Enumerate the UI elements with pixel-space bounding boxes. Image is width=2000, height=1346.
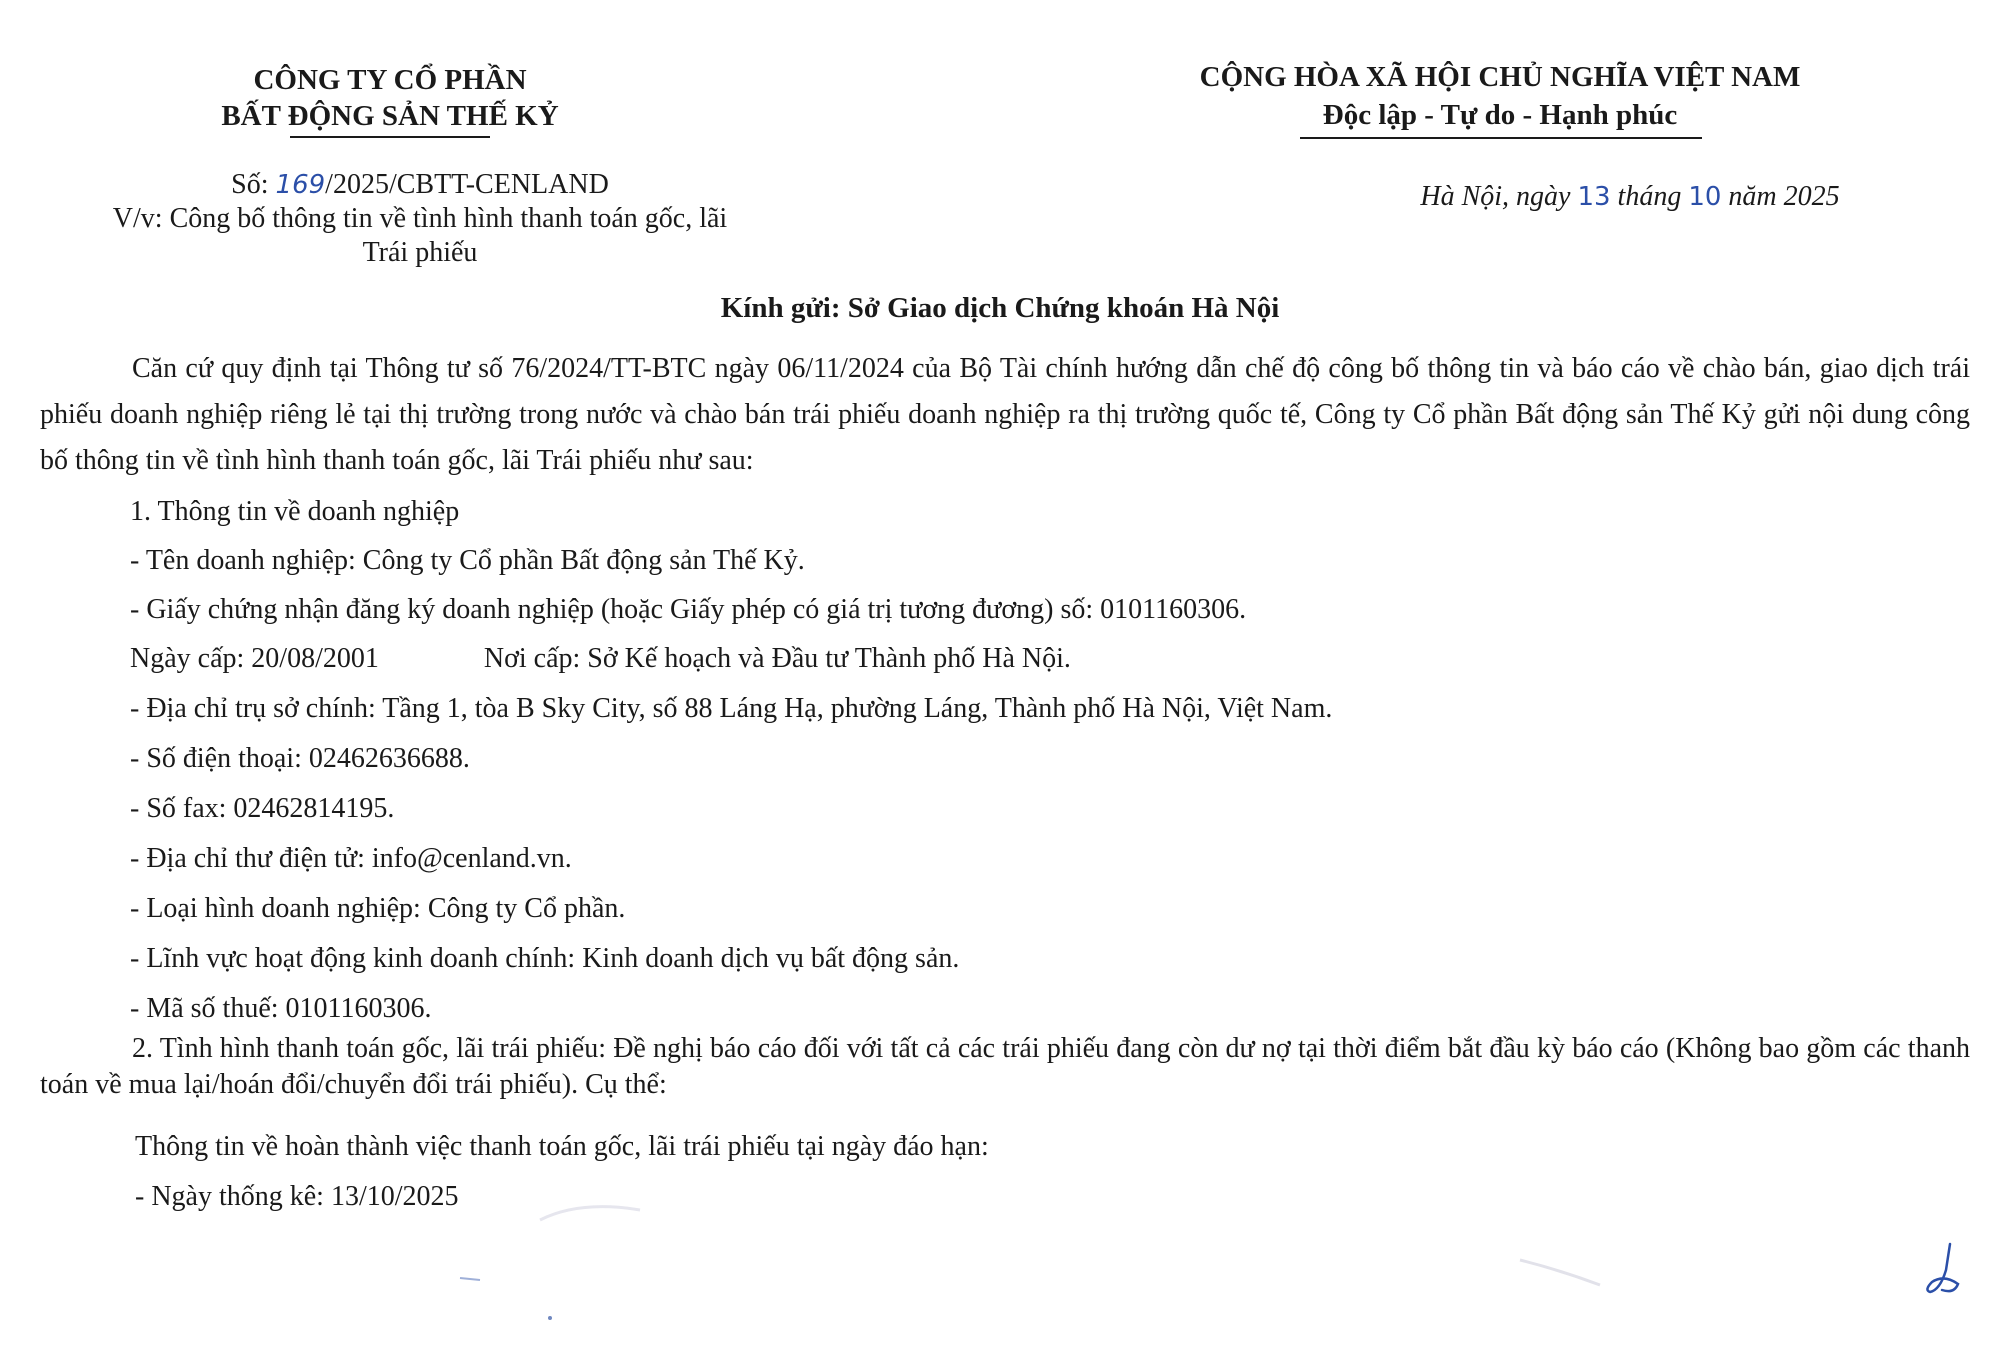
subject-line2: Trái phiếu	[362, 237, 478, 268]
business-certificate-field: - Giấy chứng nhận đăng ký doanh nghiệp (hoặc Giấy phép có giá trị tương đương) số: 0101160306.	[130, 594, 1247, 625]
national-header	[1130, 58, 1870, 134]
national-motto: Độc lập - Tự do - Hạnh phúc	[1322, 99, 1678, 131]
initials-mark-icon	[1920, 1240, 1970, 1300]
tax-code-field: - Mã số thuế: 0101160306.	[130, 993, 432, 1024]
document-number-prefix: Số:	[231, 169, 276, 200]
company-type-field: - Loại hình doanh nghiệp: Công ty Cổ phần.	[130, 893, 626, 924]
subject-line1: V/v: Công bố thông tin về tình hình thanh toán gốc, lãi	[112, 203, 728, 234]
recipient-line: Kính gửi: Sở Giao dịch Chứng khoán Hà Nội	[720, 292, 1280, 324]
issue-info-row	[130, 636, 1970, 682]
completion-info-line: Thông tin về hoàn thành việc thanh toán gốc, lãi trái phiếu tại ngày đáo hạn:	[135, 1131, 989, 1162]
date-year-label: năm 2025	[1721, 181, 1840, 212]
country-name: CỘNG HÒA XÃ HỘI CHỦ NGHĨA VIỆT NAM	[1199, 61, 1801, 93]
handwritten-document-number: 169	[275, 170, 326, 200]
section1-heading: 1. Thông tin về doanh nghiệp	[130, 496, 460, 527]
document-date	[1320, 180, 1940, 214]
email-field: - Địa chỉ thư điện tử: info@cenland.vn.	[130, 843, 572, 874]
issue-place-field: Nơi cấp: Sở Kế hoạch và Đầu tư Thành phố Hà Nội.	[483, 643, 1071, 674]
phone-field: - Số điện thoại: 02462636688.	[130, 743, 470, 774]
date-month-label: tháng	[1610, 181, 1689, 212]
statistic-date-line: - Ngày thống kê: 13/10/2025	[135, 1181, 459, 1212]
faint-stamp-trace	[420, 1200, 1720, 1346]
company-name-field: - Tên doanh nghiệp: Công ty Cổ phần Bất động sản Thế Kỷ.	[130, 545, 805, 576]
business-field-field: - Lĩnh vực hoạt động kinh doanh chính: Kinh doanh dịch vụ bất động sản.	[130, 943, 960, 974]
address-field: - Địa chỉ trụ sở chính: Tầng 1, tòa B Sky City, số 88 Láng Hạ, phường Láng, Thành phố Hà Nội, Việt Nam.	[130, 693, 1333, 724]
document-number-block	[60, 168, 780, 270]
company-underline	[290, 136, 490, 138]
company-name-line1: CÔNG TY CỔ PHẦN	[253, 64, 527, 96]
issue-date-field: Ngày cấp: 20/08/2001	[130, 643, 379, 674]
document-number-suffix: /2025/CBTT-CENLAND	[325, 169, 609, 200]
document-number	[60, 168, 780, 202]
fax-field: - Số fax: 02462814195.	[130, 793, 395, 824]
date-place-prefix: Hà Nội, ngày	[1420, 181, 1578, 212]
handwritten-month: 10	[1688, 182, 1722, 212]
intro-paragraph: Căn cứ quy định tại Thông tư số 76/2024/TT-BTC ngày 06/11/2024 của Bộ Tài chính hướng dẫn chế độ công bố thông tin và báo cáo về chào bán, giao dịch trái phiếu doanh nghiệp riêng lẻ tại thị trường trong nước và chào bán trái phiếu doanh nghiệp ra thị trường quốc tế, Công ty Cổ phần Bất động sản Thế Kỷ gửi nội dung công bố thông tin về tình hình thanh toán gốc, lãi Trái phiếu như sau:	[40, 353, 1970, 476]
motto-underline	[1300, 137, 1702, 139]
company-header	[150, 62, 630, 134]
company-name-line2: BẤT ĐỘNG SẢN THẾ KỶ	[221, 100, 559, 132]
section2-paragraph: 2. Tình hình thanh toán gốc, lãi trái phiếu: Đề nghị báo cáo đối với tất cả các trái phiếu đang còn dư nợ tại thời điểm bắt đầu kỳ báo cáo (Không bao gồm các thanh toán về mua lại/hoán đổi/chuyển đổi trái phiếu). Cụ thể:	[40, 1033, 1970, 1100]
handwritten-day: 13	[1577, 182, 1611, 212]
